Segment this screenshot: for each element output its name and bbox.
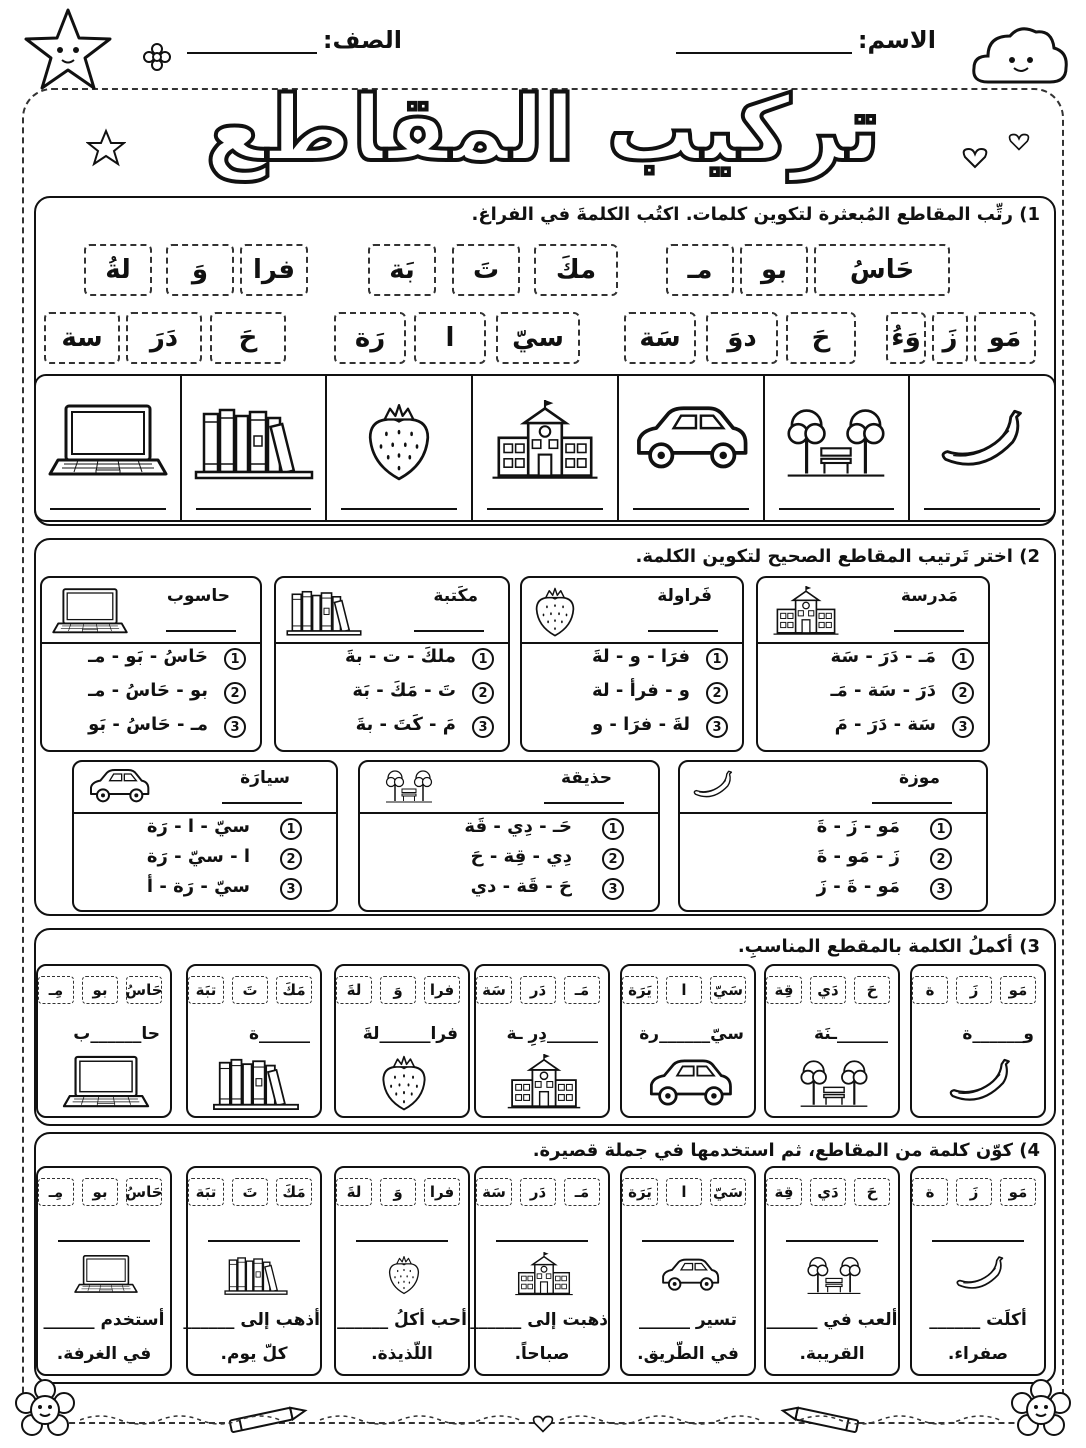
syllable-tile[interactable]: مَو	[974, 312, 1036, 364]
banana-icon	[690, 766, 736, 806]
option-number[interactable]: 1	[472, 648, 494, 670]
syllable-tile[interactable]: رَة	[334, 312, 406, 364]
option-text[interactable]: حَاسُ - بَو - مـ	[88, 646, 208, 667]
syllable-tile[interactable]: زَ	[956, 976, 992, 1004]
option-text[interactable]: سيّ - رَة - أ	[146, 876, 250, 897]
option-number[interactable]: 1	[930, 818, 952, 840]
banana-icon	[952, 1252, 1008, 1298]
option-text[interactable]: دِي - قِة - حَ	[470, 846, 572, 867]
answer-choice-card	[40, 576, 262, 752]
option-text[interactable]: بو - حَاسُ - مـ	[88, 680, 208, 701]
answer-line[interactable]	[924, 508, 1040, 510]
syllable-tile[interactable]: سة	[44, 312, 120, 364]
answer-line[interactable]	[779, 508, 895, 510]
complete-word-card	[334, 964, 470, 1118]
flower-face-icon	[1010, 1378, 1072, 1440]
banana-icon	[934, 388, 1030, 472]
option-text[interactable]: لةَ - فرَا - و	[591, 714, 690, 735]
school-icon	[485, 388, 605, 472]
sentence-part-1[interactable]: تسير ______	[638, 1310, 738, 1330]
complete-word-card	[910, 964, 1046, 1118]
class-line[interactable]	[187, 28, 317, 54]
syllable-tile[interactable]: دَرَ	[126, 312, 202, 364]
park-icon	[802, 1252, 866, 1298]
fill-in-word[interactable]: و______ة	[962, 1024, 1034, 1044]
option-text[interactable]: سيّ - ا - رَة	[146, 816, 250, 837]
answer-line[interactable]	[487, 508, 603, 510]
student-info-header	[0, 26, 1086, 62]
answer-choice-card	[756, 576, 990, 752]
option-number[interactable]: 3	[602, 878, 624, 900]
answer-choice-card	[678, 760, 988, 912]
answer-line[interactable]	[166, 630, 236, 632]
syllable-tile[interactable]: ا	[666, 976, 702, 1004]
option-number[interactable]: 3	[706, 716, 728, 738]
complete-word-card	[764, 964, 900, 1118]
option-number[interactable]: 1	[706, 648, 728, 670]
sentence-part-1[interactable]: ألعب في ______	[766, 1310, 898, 1330]
syllable-tile[interactable]: فرا	[240, 244, 308, 296]
option-number[interactable]: 3	[224, 716, 246, 738]
books-icon	[194, 388, 314, 472]
picture-cell	[471, 376, 617, 520]
park-icon	[370, 766, 448, 806]
option-number[interactable]: 3	[472, 716, 494, 738]
fill-in-word[interactable]: ______دِرِ ـة	[506, 1024, 598, 1044]
strawberry-icon	[377, 1054, 431, 1112]
complete-word-card	[474, 964, 610, 1118]
answer-line[interactable]	[894, 630, 964, 632]
name-line[interactable]	[676, 28, 852, 54]
syllable-tile[interactable]: مَكَ	[276, 1178, 312, 1206]
laptop-icon	[74, 1252, 138, 1298]
word-sentence-card	[183, 1166, 322, 1376]
sentence-part-2: في الغرفة.	[56, 1344, 152, 1364]
sentence-part-2: القريبة.	[799, 1344, 865, 1364]
picture-cell	[36, 376, 180, 520]
syllable-tile[interactable]: وَ	[380, 976, 416, 1004]
answer-line[interactable]	[414, 630, 484, 632]
syllable-tile[interactable]: تبَة	[188, 1178, 224, 1206]
sentence-part-1[interactable]: أستخدم ______	[43, 1310, 165, 1330]
option-text[interactable]: ملكَ - ت - بةَ	[344, 646, 456, 667]
class-label: الصف:	[322, 26, 402, 54]
syllable-tile[interactable]: حَ	[210, 312, 286, 364]
sentence-part-1[interactable]: ذهبت إلى ______	[470, 1310, 608, 1330]
card-word: حاسوب	[166, 586, 230, 606]
sentence-part-2: صفراء.	[947, 1344, 1009, 1364]
syllable-tile[interactable]: لةُ	[84, 244, 152, 296]
syllable-tile[interactable]: بو	[82, 976, 118, 1004]
card-word: حذيقة	[561, 768, 612, 788]
name-label: الاسم:	[857, 26, 936, 54]
option-number[interactable]: 1	[280, 818, 302, 840]
option-text[interactable]: فرَا - و - لةَ	[591, 646, 690, 667]
syllable-tile[interactable]: وَءُ	[886, 312, 926, 364]
sentence-part-2: كلّ يوم.	[220, 1344, 288, 1364]
option-text[interactable]: و - فرأ - لة	[591, 680, 690, 701]
fill-in-word[interactable]: ______ة	[248, 1024, 310, 1044]
answer-line[interactable]	[633, 508, 749, 510]
answer-line[interactable]	[648, 630, 718, 632]
picture-cell	[325, 376, 471, 520]
syllable-tile[interactable]: مَو	[1000, 1178, 1036, 1206]
picture-cell	[908, 376, 1054, 520]
syllable-tile[interactable]: سَيّ	[710, 976, 746, 1004]
banana-icon	[944, 1054, 1016, 1112]
syllable-tile[interactable]: سَة	[624, 312, 696, 364]
card-word: سيارَة	[240, 768, 290, 788]
picture-cell	[180, 376, 326, 520]
syllable-tile[interactable]: مَـ	[564, 1178, 600, 1206]
syllable-tile[interactable]: دَر	[520, 1178, 556, 1206]
syllable-tile[interactable]: لةَ	[336, 976, 372, 1004]
syllable-tile[interactable]: حَ	[854, 1178, 890, 1206]
answer-choice-card	[72, 760, 338, 912]
syllable-tile[interactable]: مَكَ	[276, 976, 312, 1004]
answer-line[interactable]	[544, 802, 624, 804]
option-number[interactable]: 2	[224, 682, 246, 704]
answer-choice-card	[358, 760, 660, 912]
syllable-tile[interactable]: حَاسُ	[126, 1178, 162, 1206]
page-title: تركيب المقاطع	[205, 77, 881, 182]
option-text[interactable]: مَ - كَتَ - بةَ	[355, 714, 456, 735]
answer-line[interactable]	[932, 1240, 1024, 1242]
answer-line[interactable]	[50, 508, 166, 510]
syllable-tile[interactable]: تَ	[232, 1178, 268, 1206]
park-icon	[776, 388, 896, 472]
syllable-tile[interactable]: يَرَة	[622, 976, 658, 1004]
syllable-tile[interactable]: لةَ	[336, 1178, 372, 1206]
word-sentence-card	[910, 1166, 1046, 1376]
sentence-part-2: صباحاً.	[514, 1344, 570, 1364]
picture-cell	[617, 376, 763, 520]
syllable-tile[interactable]: بو	[82, 1178, 118, 1206]
fill-in-word[interactable]: ______ـنَة	[813, 1024, 888, 1044]
sentence-part-1[interactable]: أحب أكلُ ______	[337, 1310, 467, 1330]
school-icon	[768, 586, 844, 638]
syllable-tile[interactable]: مَو	[1000, 976, 1036, 1004]
option-text[interactable]: مَو - ةَ - زَ	[816, 876, 900, 897]
answer-line[interactable]	[222, 802, 302, 804]
card-word: موزة	[898, 768, 940, 788]
wavy-dashed-line	[80, 1410, 1010, 1430]
answer-line[interactable]	[496, 1240, 588, 1242]
laptop-icon	[60, 1054, 152, 1112]
syllable-tile[interactable]: مكَ	[534, 244, 618, 296]
strawberry-icon	[363, 388, 435, 472]
syllable-tile[interactable]: حَاسُ	[126, 976, 162, 1004]
school-icon	[498, 1054, 590, 1112]
syllable-tile[interactable]: بو	[740, 244, 808, 296]
laptop-icon	[48, 388, 168, 472]
complete-word-card	[36, 964, 172, 1118]
sentence-part-2: في الطّريق.	[637, 1344, 739, 1364]
syllable-tile[interactable]: سَة	[476, 1178, 512, 1206]
syllable-tile[interactable]: زَ	[932, 312, 968, 364]
car-icon	[644, 1054, 736, 1112]
syllable-tile[interactable]: فرا	[424, 1178, 460, 1206]
answer-choice-card	[520, 576, 744, 752]
option-text[interactable]: مَو - زَ - ةَ	[816, 816, 900, 837]
syllable-tile[interactable]: سيّ	[496, 312, 580, 364]
syllable-tile[interactable]: مِـ	[38, 976, 74, 1004]
fill-in-word[interactable]: حا______ب	[73, 1024, 160, 1044]
option-number[interactable]: 2	[706, 682, 728, 704]
sentence-part-1[interactable]: أذهب إلى ______	[183, 1310, 320, 1330]
name-field[interactable]	[676, 26, 936, 54]
option-text[interactable]: تَ - مَكَ - بَة	[352, 680, 456, 701]
answer-line[interactable]	[341, 508, 457, 510]
syllable-tile[interactable]: فرا	[424, 976, 460, 1004]
laptop-icon	[52, 586, 128, 638]
option-text[interactable]: حَـ - دِي - قَة	[464, 816, 572, 837]
syllable-tile[interactable]: يَرَة	[622, 1178, 658, 1206]
card-word: مكَتبة	[433, 586, 478, 606]
answer-choice-card	[274, 576, 510, 752]
answer-line[interactable]	[58, 1240, 150, 1242]
books-icon	[286, 586, 362, 638]
syllable-tile[interactable]: دوَ	[706, 312, 778, 364]
answer-line[interactable]	[196, 508, 312, 510]
question-2-title: 2) اختر تَرتيب المقاطع الصحيح لتكوين الكلمة.	[635, 546, 1040, 567]
option-text[interactable]: دَرَ - سَة - مَـ	[830, 680, 936, 701]
class-field[interactable]	[187, 26, 402, 54]
syllable-tile[interactable]: تَ	[452, 244, 520, 296]
card-word: مَدرسة	[900, 586, 958, 606]
sentence-part-1[interactable]: أكلَت ______	[929, 1310, 1027, 1330]
option-number[interactable]: 3	[930, 878, 952, 900]
option-text[interactable]: حَ - قَة - دي	[470, 876, 572, 897]
card-word: فَراولة	[657, 586, 712, 606]
answer-line[interactable]	[356, 1240, 448, 1242]
syllable-tile[interactable]: حَاسُ	[814, 244, 950, 296]
question-4-title: 4) كوّن كلمة من المقاطع، ثم استخدمها في جملة قصيرة.	[532, 1140, 1040, 1161]
syllable-tile[interactable]: بَة	[368, 244, 436, 296]
syllable-tile[interactable]: تبَة	[188, 976, 224, 1004]
option-number[interactable]: 1	[952, 648, 974, 670]
syllable-tile[interactable]: مِـ	[38, 1178, 74, 1206]
option-number[interactable]: 2	[930, 848, 952, 870]
option-number[interactable]: 2	[280, 848, 302, 870]
option-number[interactable]: 2	[602, 848, 624, 870]
option-number[interactable]: 1	[224, 648, 246, 670]
option-number[interactable]: 1	[602, 818, 624, 840]
strawberry-icon	[386, 1252, 422, 1298]
q1-picture-row	[34, 374, 1056, 522]
flower-face-icon	[14, 1378, 76, 1440]
syllable-tile[interactable]: دَي	[810, 1178, 846, 1206]
strawberry-icon	[532, 586, 578, 638]
syllable-tile[interactable]: ة	[912, 1178, 948, 1206]
option-text[interactable]: مـ - حَاسُ - بَو	[88, 714, 208, 735]
option-text[interactable]: زَ - مَو - ةَ	[816, 846, 900, 867]
syllable-tile[interactable]: وَ	[166, 244, 234, 296]
books-icon	[224, 1252, 288, 1298]
syllable-tile[interactable]: وَ	[380, 1178, 416, 1206]
option-text[interactable]: سَة - دَرَ - مَ	[834, 714, 936, 735]
answer-line[interactable]	[786, 1240, 878, 1242]
option-number[interactable]: 3	[952, 716, 974, 738]
syllable-tile[interactable]: سَة	[476, 976, 512, 1004]
syllable-tile[interactable]: ا	[666, 1178, 702, 1206]
question-1-title: 1) رتِّب المقاطع المُبعثرة لتكوين كلمات. اكتُب الكلمةَ في الفراغ.	[471, 204, 1040, 225]
sentence-part-2: اللّذيذة.	[371, 1344, 433, 1364]
option-number[interactable]: 2	[472, 682, 494, 704]
option-number[interactable]: 2	[952, 682, 974, 704]
school-icon	[512, 1252, 576, 1298]
fill-in-word[interactable]: فرا______لةَ	[362, 1024, 458, 1044]
option-text[interactable]: مَـ - دَرَ - سَة	[830, 646, 936, 667]
syllable-tile[interactable]: حَ	[786, 312, 856, 364]
complete-word-card	[620, 964, 756, 1118]
word-sentence-card	[764, 1166, 900, 1376]
option-text[interactable]: ا - سيّ - رَة	[146, 846, 250, 867]
complete-word-card	[186, 964, 322, 1118]
car-icon	[84, 766, 154, 806]
word-sentence-card	[36, 1166, 172, 1376]
word-sentence-card	[620, 1166, 756, 1376]
syllable-tile[interactable]: دَر	[520, 976, 556, 1004]
answer-line[interactable]	[872, 802, 952, 804]
park-icon	[788, 1054, 880, 1112]
word-sentence-card	[470, 1166, 610, 1376]
car-icon	[658, 1252, 722, 1298]
syllable-tile[interactable]: حَ	[854, 976, 890, 1004]
syllable-tile[interactable]: قِة	[766, 1178, 802, 1206]
syllable-tile[interactable]: مـ	[666, 244, 734, 296]
syllable-tile[interactable]: زَ	[956, 1178, 992, 1206]
syllable-tile[interactable]: دَي	[810, 976, 846, 1004]
syllable-tile[interactable]: قِة	[766, 976, 802, 1004]
answer-line[interactable]	[208, 1240, 300, 1242]
syllable-tile[interactable]: ة	[912, 976, 948, 1004]
fill-in-word[interactable]: سيّ______رة	[639, 1024, 744, 1044]
answer-line[interactable]	[642, 1240, 734, 1242]
syllable-tile[interactable]: تَ	[232, 976, 268, 1004]
question-3-title: 3) أكملُ الكلمة بالمقطع المناسبِ.	[737, 936, 1040, 957]
books-icon	[210, 1054, 302, 1112]
picture-cell	[763, 376, 909, 520]
word-sentence-card	[334, 1166, 470, 1376]
syllable-tile[interactable]: مَـ	[564, 976, 600, 1004]
syllable-tile[interactable]: سَيّ	[710, 1178, 746, 1206]
option-number[interactable]: 3	[280, 878, 302, 900]
car-icon	[629, 388, 753, 464]
syllable-tile[interactable]: ا	[414, 312, 486, 364]
